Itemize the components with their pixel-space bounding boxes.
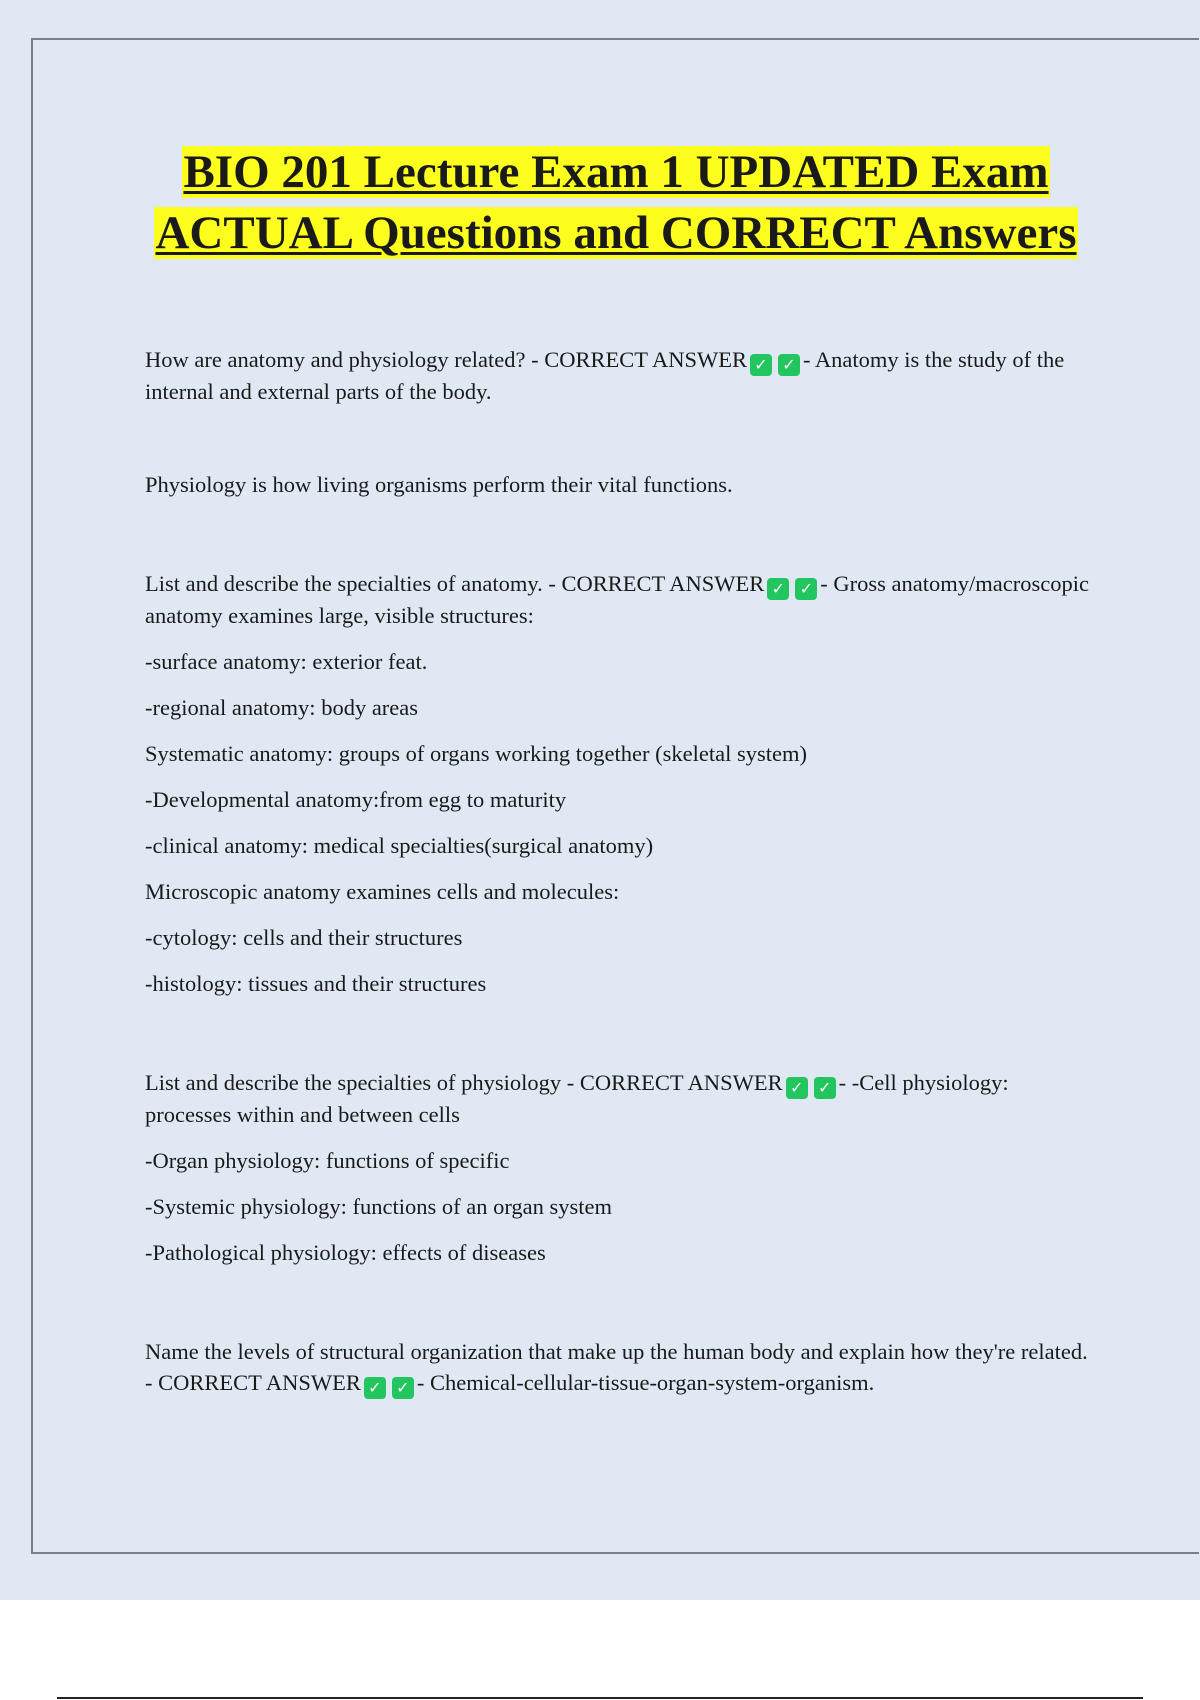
qa-entry-2	[145, 568, 1090, 631]
answer-line: -Organ physiology: functions of specific	[145, 1148, 510, 1173]
check-mark-icon: ✓	[786, 1077, 808, 1099]
question-text: Name the levels of structural organization that make up the human body and explain how they're related. - CORRECT ANSWER	[145, 1339, 1088, 1395]
answer-text: - Gross anatomy/macroscopic anatomy examines large, visible structures:	[145, 571, 1089, 628]
check-mark-icon: ✓	[795, 578, 817, 600]
check-mark-icon: ✓	[392, 1377, 414, 1399]
answer-line: Systematic anatomy: groups of organs working together (skeletal system)	[145, 741, 807, 766]
document-title	[110, 142, 1122, 264]
answer-line: Microscopic anatomy examines cells and molecules:	[145, 879, 620, 904]
qa-entry-3	[145, 1067, 1090, 1130]
question-text: List and describe the specialties of anatomy. - CORRECT ANSWER	[145, 571, 765, 596]
document-title-text: BIO 201 Lecture Exam 1 UPDATED Exam ACTUAL Questions and CORRECT Answers	[155, 146, 1077, 259]
check-mark-icon: ✓	[750, 354, 772, 376]
answer-line: -regional anatomy: body areas	[145, 695, 419, 720]
answer-text: - Anatomy is the study of the internal and external parts of the body.	[145, 347, 1065, 404]
qa-entry-4	[145, 1336, 1090, 1399]
qa-entry-1	[145, 344, 1090, 407]
answer-line: -Pathological physiology: effects of diseases	[145, 1240, 546, 1265]
answer-text: - -Cell physiology: processes within and between cells	[145, 1070, 1009, 1127]
answer-line: -Systemic physiology: functions of an organ system	[145, 1194, 613, 1219]
answer-line: -surface anatomy: exterior feat.	[145, 649, 428, 674]
answer-line: -cytology: cells and their structures	[145, 925, 463, 950]
check-mark-icon: ✓	[778, 354, 800, 376]
answer-text: - Chemical-cellular-tissue-organ-system-organism.	[416, 1370, 875, 1395]
answer-line: -histology: tissues and their structures	[145, 971, 487, 996]
answer-line: -clinical anatomy: medical specialties(surgical anatomy)	[145, 833, 654, 858]
answer-line: Physiology is how living organisms perform their vital functions.	[145, 472, 733, 497]
check-mark-icon: ✓	[364, 1377, 386, 1399]
question-text: How are anatomy and physiology related? - CORRECT ANSWER	[145, 347, 747, 372]
bottom-divider	[57, 1697, 1143, 1699]
check-mark-icon: ✓	[814, 1077, 836, 1099]
question-text: List and describe the specialties of physiology - CORRECT ANSWER	[145, 1070, 783, 1095]
document-body	[145, 344, 1090, 1399]
answer-line: -Developmental anatomy:from egg to maturity	[145, 787, 567, 812]
check-mark-icon: ✓	[767, 578, 789, 600]
